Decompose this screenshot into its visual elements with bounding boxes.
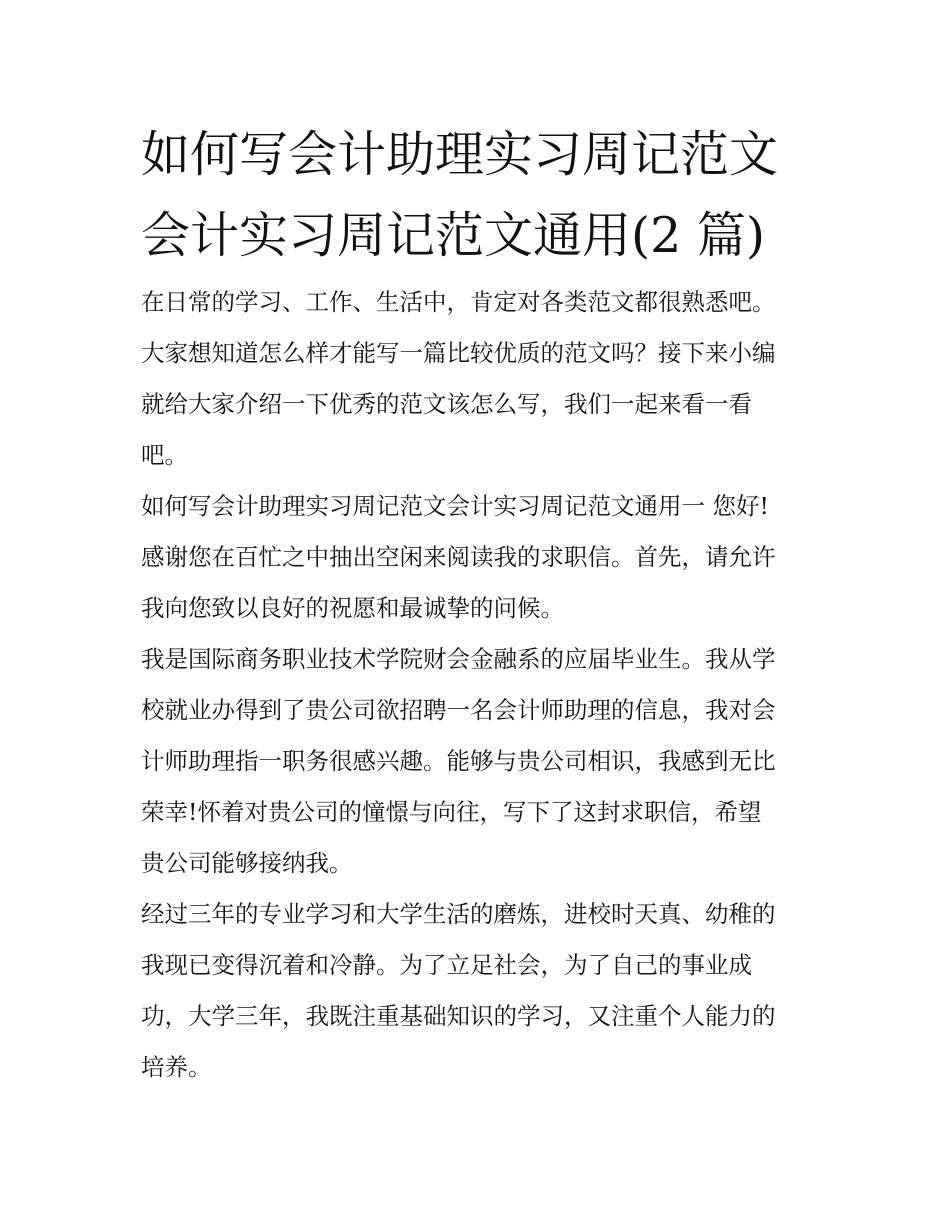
text-line: 计师助理指一职务很感兴趣。能够与贵公司相识，我感到无比 bbox=[141, 747, 776, 775]
text-line: 我向您致以良好的祝愿和最诚挚的问候。 bbox=[141, 594, 564, 622]
text-line: 大家想知道怎么样才能写一篇比较优质的范文吗？接下来小编 bbox=[141, 339, 776, 367]
paragraph-experience bbox=[141, 889, 821, 1093]
paragraph-introduction-self bbox=[141, 634, 821, 889]
text-line: 我现已变得沉着和冷静。为了立足社会，为了自己的事业成 bbox=[141, 951, 752, 979]
text-line: 感谢您在百忙之中抽出空闲来阅读我的求职信。首先，请允许 bbox=[141, 543, 776, 571]
text-line: 功，大学三年，我既注重基础知识的学习，又注重个人能力的 bbox=[141, 1002, 776, 1030]
text-line: 我是国际商务职业技术学院财会金融系的应届毕业生。我从学 bbox=[141, 645, 776, 673]
document-title bbox=[141, 114, 821, 276]
text-line: 如何写会计助理实习周记范文会计实习周记范文通用一 您好! bbox=[141, 492, 769, 520]
paragraph-greeting bbox=[141, 481, 821, 634]
title-line-1: 如何写会计助理实习周记范文 bbox=[141, 126, 779, 183]
document-body bbox=[141, 277, 821, 1093]
text-line: 校就业办得到了贵公司欲招聘一名会计师助理的信息，我对会 bbox=[141, 696, 776, 724]
text-line: 贵公司能够接纳我。 bbox=[141, 849, 353, 877]
text-line: 培养。 bbox=[141, 1053, 212, 1081]
paragraph-intro bbox=[141, 277, 821, 481]
text-line: 经过三年的专业学习和大学生活的磨炼，进校时天真、幼稚的 bbox=[141, 900, 776, 928]
text-line: 就给大家介绍一下优秀的范文该怎么写，我们一起来看一看 bbox=[141, 390, 752, 418]
title-line-2: 会计实习周记范文通用(2 篇) bbox=[141, 207, 765, 264]
text-line: 荣幸!怀着对贵公司的憧憬与向往，写下了这封求职信，希望 bbox=[141, 798, 762, 826]
text-line: 在日常的学习、工作、生活中，肯定对各类范文都很熟悉吧。 bbox=[141, 288, 776, 316]
text-line: 吧。 bbox=[141, 441, 188, 469]
